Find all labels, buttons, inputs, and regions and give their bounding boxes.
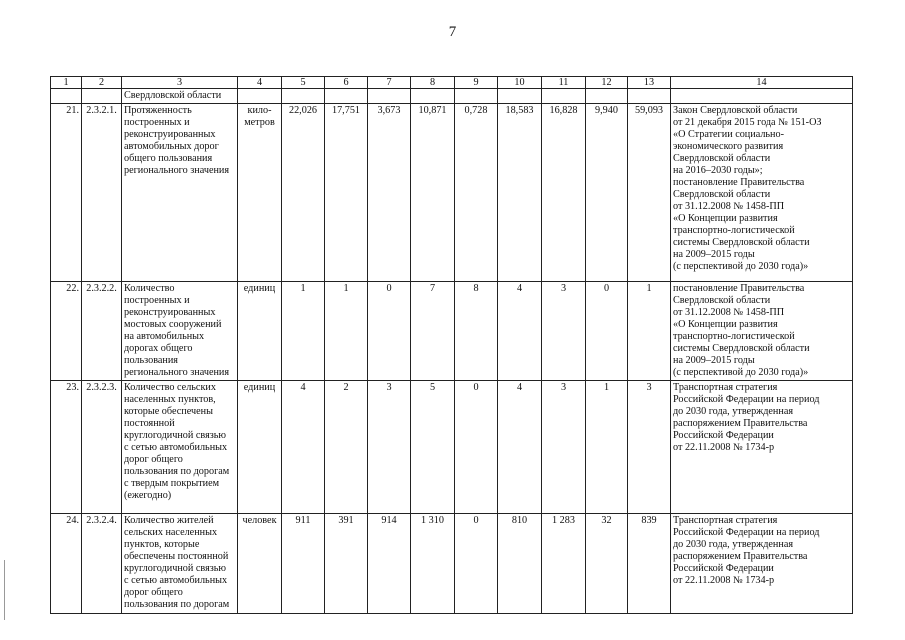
value-cell: 7 xyxy=(411,282,455,381)
value-cell: 18,583 xyxy=(498,104,542,282)
value-cell: 3,673 xyxy=(368,104,411,282)
header-cell: 8 xyxy=(411,77,455,89)
value-cell: 1 xyxy=(282,282,325,381)
value-cell: 3 xyxy=(628,381,671,514)
unit: единиц xyxy=(238,381,282,514)
value-cell: 839 xyxy=(628,514,671,614)
header-cell: 7 xyxy=(368,77,411,89)
value-cell: 9,940 xyxy=(586,104,628,282)
row-code: 2.3.2.2. xyxy=(82,282,122,381)
value-cell: 5 xyxy=(411,381,455,514)
page-number: 7 xyxy=(448,24,457,40)
value-cell: 1 xyxy=(325,282,368,381)
value-cell: 0 xyxy=(455,514,498,614)
indicator-name: Количество жителей сельских населенных пунктов, которые обеспечены постоянной круглогодичной связью с сетью автомобильных дорог общего пользования по дорогам xyxy=(122,514,238,614)
header-cell: 9 xyxy=(455,77,498,89)
source-document: Транспортная стратегия Российской Федерации на период до 2030 года, утвержденная распоряжением Правительства Российской Федерации от 22.11.2008 № 1734-р xyxy=(671,381,853,514)
continuation-row xyxy=(51,89,853,104)
table-row xyxy=(51,282,853,381)
indicator-name: Количество сельских населенных пунктов, которые обеспечены постоянной круглогодичной связью с сетью автомобильных дорог общего пользования по дорогам с твердым покрытием (ежегодно) xyxy=(122,381,238,514)
value-cell: 1 xyxy=(628,282,671,381)
value-cell: 1 310 xyxy=(411,514,455,614)
value-cell: 3 xyxy=(368,381,411,514)
header-cell: 10 xyxy=(498,77,542,89)
value-cell: 2 xyxy=(325,381,368,514)
source-document: Транспортная стратегия Российской Федерации на период до 2030 года, утвержденная распоряжением Правительства Российской Федерации от 22.11.2008 № 1734-р xyxy=(671,514,853,614)
header-cell: 1 xyxy=(51,77,82,89)
row-number: 22. xyxy=(51,282,82,381)
scan-margin-line xyxy=(4,560,5,620)
value-cell: 32 xyxy=(586,514,628,614)
value-cell: 3 xyxy=(542,282,586,381)
row-number: 21. xyxy=(51,104,82,282)
value-cell: 4 xyxy=(498,381,542,514)
value-cell: 3 xyxy=(542,381,586,514)
row-code: 2.3.2.3. xyxy=(82,381,122,514)
header-cell: 5 xyxy=(282,77,325,89)
value-cell: 0,728 xyxy=(455,104,498,282)
value-cell: 810 xyxy=(498,514,542,614)
indicator-name: Количество построенных и реконструированных мостовых сооружений на автомобильных дорогах общего пользования регионального значения xyxy=(122,282,238,381)
value-cell: 4 xyxy=(282,381,325,514)
header-cell: 4 xyxy=(238,77,282,89)
value-cell: 911 xyxy=(282,514,325,614)
value-cell: 16,828 xyxy=(542,104,586,282)
unit: человек xyxy=(238,514,282,614)
header-cell: 2 xyxy=(82,77,122,89)
source-document: постановление Правительства Свердловской области от 31.12.2008 № 1458-ПП «О Концепции развития транспортно-логистической системы Свердловской области на 2009–2015 годы (с перспективой до 2030 года)» xyxy=(671,282,853,381)
header-cell: 14 xyxy=(671,77,853,89)
value-cell: 22,026 xyxy=(282,104,325,282)
row-code: 2.3.2.1. xyxy=(82,104,122,282)
value-cell: 914 xyxy=(368,514,411,614)
value-cell: 8 xyxy=(455,282,498,381)
value-cell: 10,871 xyxy=(411,104,455,282)
value-cell: 17,751 xyxy=(325,104,368,282)
source-document: Закон Свердловской области от 21 декабря 2015 года № 151-ОЗ «О Стратегии социально- экономического развития Свердловской области на 2016–2030 годы»; постановление Правительства Свердловской области от 31.12.2008 № 1458-ПП «О Концепции развития транспортно-логистической системы Свердловской области на 2009–2015 годы (с перспективой до 2030 года)» xyxy=(671,104,853,282)
row-code: 2.3.2.4. xyxy=(82,514,122,614)
continuation-text: Свердловской области xyxy=(122,89,238,104)
value-cell: 0 xyxy=(368,282,411,381)
header-row xyxy=(51,77,853,89)
value-cell: 0 xyxy=(586,282,628,381)
value-cell: 4 xyxy=(498,282,542,381)
unit: кило- метров xyxy=(238,104,282,282)
row-number: 24. xyxy=(51,514,82,614)
header-cell: 6 xyxy=(325,77,368,89)
value-cell: 391 xyxy=(325,514,368,614)
indicators-table xyxy=(50,76,853,614)
value-cell: 1 xyxy=(586,381,628,514)
header-cell: 11 xyxy=(542,77,586,89)
header-cell: 3 xyxy=(122,77,238,89)
value-cell: 0 xyxy=(455,381,498,514)
table-row xyxy=(51,514,853,614)
header-cell: 13 xyxy=(628,77,671,89)
table-row xyxy=(51,381,853,514)
value-cell: 1 283 xyxy=(542,514,586,614)
row-number: 23. xyxy=(51,381,82,514)
value-cell: 59,093 xyxy=(628,104,671,282)
header-cell: 12 xyxy=(586,77,628,89)
table-row xyxy=(51,104,853,282)
unit: единиц xyxy=(238,282,282,381)
indicator-name: Протяженность построенных и реконструированных автомобильных дорог общего пользования регионального значения xyxy=(122,104,238,282)
